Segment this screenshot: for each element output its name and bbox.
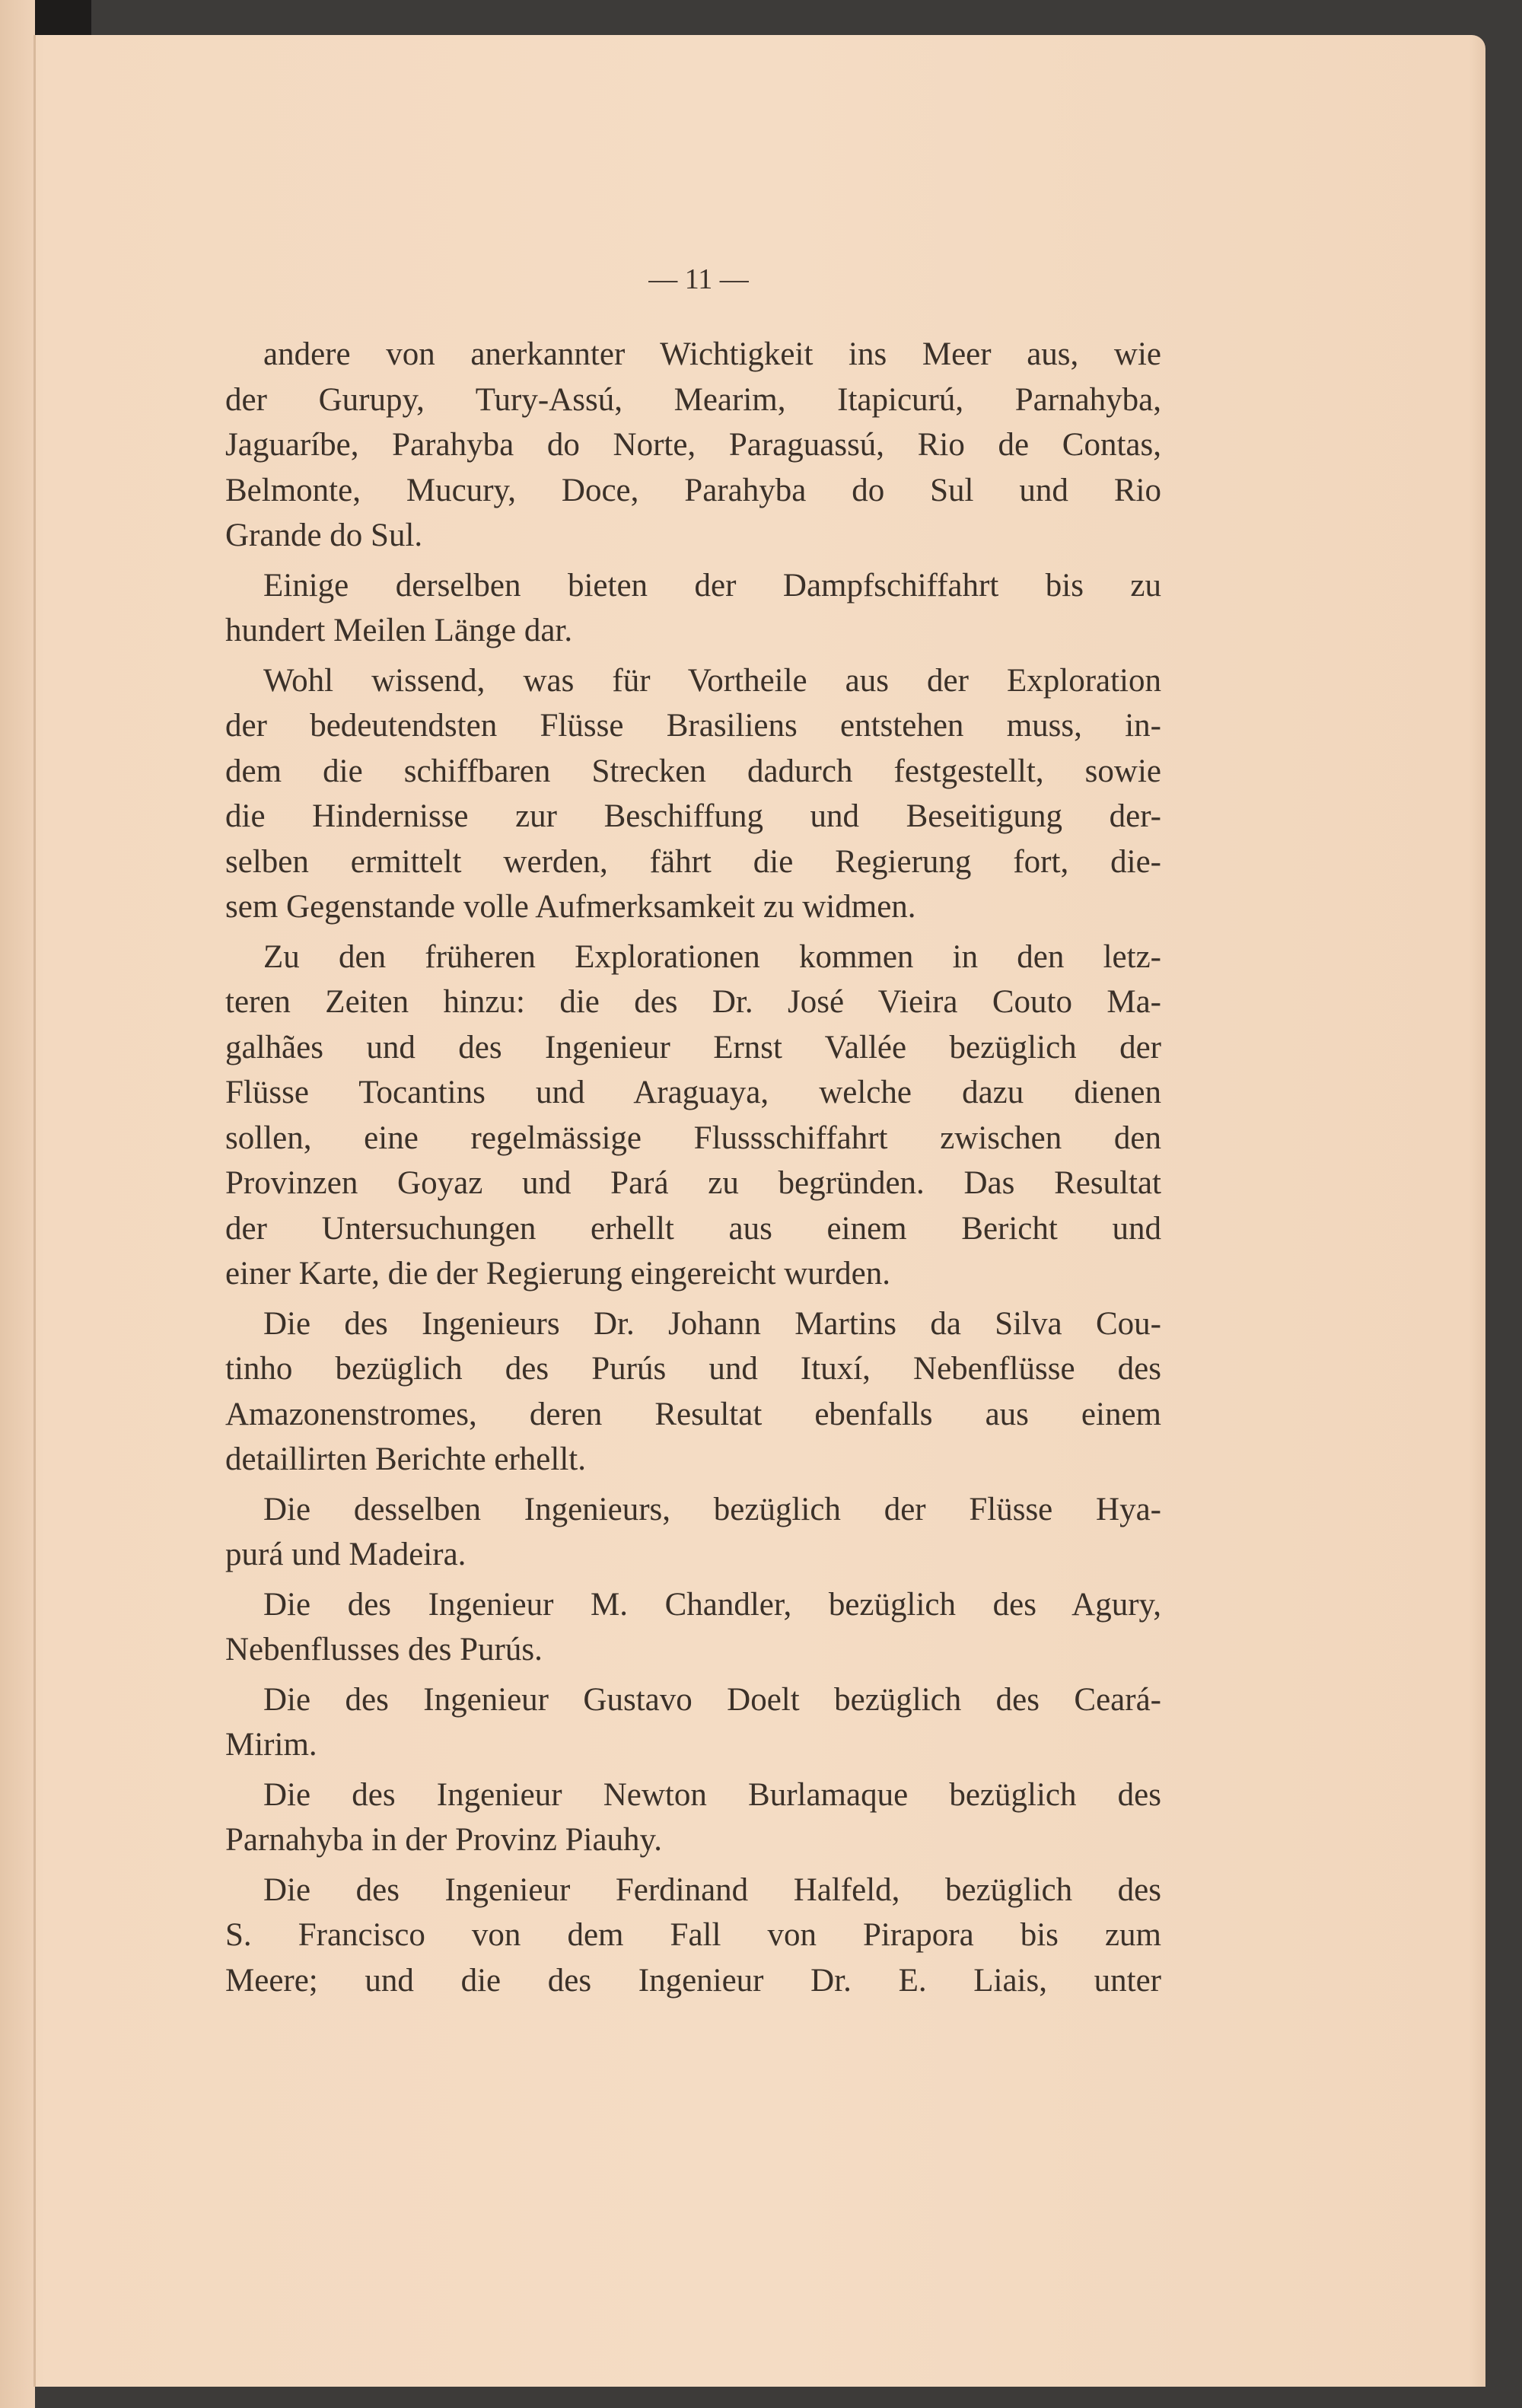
text-line: teren Zeiten hinzu: die des Dr. José Vieira Couto Ma-	[225, 984, 1161, 1020]
paragraph	[225, 1582, 1161, 1673]
text-line: der Untersuchungen erhellt aus einem Bericht und	[225, 1210, 1161, 1247]
text-line: detaillirten Berichte erhellt.	[225, 1441, 586, 1477]
paragraph	[225, 1773, 1161, 1863]
text-line: Nebenflusses des Purús.	[225, 1632, 543, 1667]
text-line: Mirim.	[225, 1727, 317, 1763]
text-line: Jaguaríbe, Parahyba do Norte, Paraguassú, Rio de Contas,	[225, 427, 1161, 463]
text-line: sollen, eine regelmässige Flussschiffahrt zwischen den	[225, 1120, 1161, 1156]
text-line: Die des Ingenieur Newton Burlamaque bezüglich des	[263, 1776, 1161, 1813]
text-line: S. Francisco von dem Fall von Pirapora bis zum	[225, 1917, 1161, 1953]
text-line: selben ermittelt werden, fährt die Regierung fort, die-	[225, 843, 1161, 880]
text-line: Wohl wissend, was für Vortheile aus der Exploration	[263, 662, 1161, 699]
paragraph	[225, 1487, 1161, 1578]
text-line: Einige derselben bieten der Dampfschiffahrt bis zu	[263, 567, 1161, 604]
text-line: Die des Ingenieurs Dr. Johann Martins da Silva Cou-	[263, 1305, 1161, 1342]
text-line: die Hindernisse zur Beschiffung und Beseitigung der-	[225, 798, 1161, 834]
text-line: Parnahyba in der Provinz Piauhy.	[225, 1822, 663, 1858]
paragraph	[225, 935, 1161, 1297]
text-line: Die des Ingenieur Gustavo Doelt bezüglich des Ceará-	[263, 1681, 1161, 1718]
text-line: purá und Madeira.	[225, 1537, 466, 1572]
text-line: dem die schiffbaren Strecken dadurch festgestellt, sowie	[225, 753, 1161, 789]
paragraph	[225, 332, 1161, 559]
text-line: Flüsse Tocantins und Araguaya, welche dazu dienen	[225, 1075, 1161, 1110]
paragraph	[225, 1868, 1161, 2004]
body-text	[225, 332, 1161, 2003]
paragraph	[225, 563, 1161, 654]
text-line: der Gurupy, Tury-Assú, Mearim, Itapicurú, Parnahyba,	[225, 381, 1161, 418]
page-fold-line	[33, 35, 36, 2387]
text-line: Meere; und die des Ingenieur Dr. E. Liais, unter	[225, 1962, 1161, 1999]
text-line: Die des Ingenieur M. Chandler, bezüglich des Agury,	[263, 1586, 1161, 1623]
text-line: andere von anerkannter Wichtigkeit ins Meer aus, wie	[263, 336, 1161, 372]
text-line: einer Karte, die der Regierung eingereicht wurden.	[225, 1256, 890, 1292]
text-line: Die des Ingenieur Ferdinand Halfeld, bezüglich des	[263, 1871, 1161, 1908]
text-line: Zu den früheren Explorationen kommen in den letz-	[263, 938, 1161, 975]
text-line: sem Gegenstande volle Aufmerksamkeit zu widmen.	[225, 889, 916, 925]
text-line: Provinzen Goyaz und Pará zu begründen. Das Resultat	[225, 1165, 1161, 1201]
text-line: der bedeutendsten Flüsse Brasiliens entstehen muss, in-	[225, 708, 1161, 744]
paragraph	[225, 658, 1161, 930]
text-line: Grande do Sul.	[225, 518, 423, 553]
page-number: — 11 —	[648, 263, 749, 295]
text-line: Die desselben Ingenieurs, bezüglich der Flüsse Hya-	[263, 1491, 1161, 1527]
page-binding-edge	[0, 0, 35, 2408]
text-line: hundert Meilen Länge dar.	[225, 613, 573, 648]
paragraph	[225, 1301, 1161, 1483]
paragraph	[225, 1677, 1161, 1768]
text-line: Amazonenstromes, deren Resultat ebenfalls aus einem	[225, 1396, 1161, 1432]
text-line: Belmonte, Mucury, Doce, Parahyba do Sul und Rio	[225, 472, 1161, 508]
text-line: tinho bezüglich des Purús und Ituxí, Nebenflüsse des	[225, 1351, 1161, 1387]
text-line: galhães und des Ingenieur Ernst Vallée bezüglich der	[225, 1029, 1161, 1065]
